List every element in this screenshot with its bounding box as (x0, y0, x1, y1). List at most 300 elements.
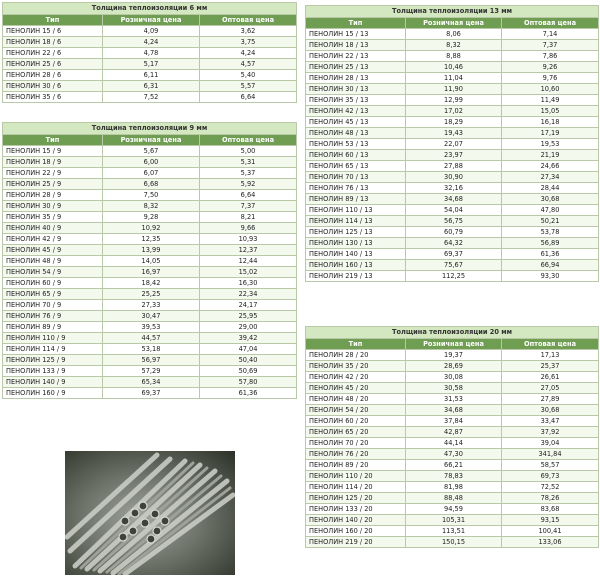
cell-type: ПЕНОЛИН 48 / 9 (3, 256, 103, 267)
table-row (3, 344, 297, 355)
cell-wholesale-price: 39,42 (200, 333, 297, 344)
cell-type: ПЕНОЛИН 219 / 20 (306, 537, 406, 548)
table-row (3, 366, 297, 377)
cell-retail-price: 12,35 (103, 234, 200, 245)
table-row (3, 37, 297, 48)
cell-wholesale-price: 6,64 (200, 190, 297, 201)
cell-wholesale-price: 7,37 (200, 201, 297, 212)
cell-type: ПЕНОЛИН 45 / 9 (3, 245, 103, 256)
cell-retail-price: 8,32 (406, 40, 502, 51)
table-row (3, 234, 297, 245)
cell-wholesale-price: 7,37 (502, 40, 599, 51)
cell-retail-price: 4,09 (103, 26, 200, 37)
cell-retail-price: 25,25 (103, 289, 200, 300)
cell-retail-price: 69,37 (406, 249, 502, 260)
cell-type: ПЕНОЛИН 219 / 13 (306, 271, 406, 282)
table-row (306, 117, 599, 128)
cell-type: ПЕНОЛИН 140 / 13 (306, 249, 406, 260)
cell-retail-price: 6,00 (103, 157, 200, 168)
cell-retail-price: 13,99 (103, 245, 200, 256)
cell-retail-price: 113,51 (406, 526, 502, 537)
table-row (306, 449, 599, 460)
cell-retail-price: 10,46 (406, 62, 502, 73)
cell-wholesale-price: 61,36 (200, 388, 297, 399)
table-row (3, 300, 297, 311)
table-row (3, 377, 297, 388)
cell-type: ПЕНОЛИН 15 / 13 (306, 29, 406, 40)
cell-type: ПЕНОЛИН 140 / 20 (306, 515, 406, 526)
cell-retail-price: 37,84 (406, 416, 502, 427)
cell-wholesale-price: 93,15 (502, 515, 599, 526)
table-row (3, 48, 297, 59)
cell-type: ПЕНОЛИН 30 / 13 (306, 84, 406, 95)
cell-type: ПЕНОЛИН 114 / 20 (306, 482, 406, 493)
column-header-retail: Розничная цена (406, 18, 502, 29)
cell-wholesale-price: 47,04 (200, 344, 297, 355)
cell-wholesale-price: 24,66 (502, 161, 599, 172)
cell-retail-price: 6,68 (103, 179, 200, 190)
cell-retail-price: 53,18 (103, 344, 200, 355)
cell-wholesale-price: 7,86 (502, 51, 599, 62)
cell-type: ПЕНОЛИН 42 / 13 (306, 106, 406, 117)
cell-type: ПЕНОЛИН 130 / 13 (306, 238, 406, 249)
cell-retail-price: 44,57 (103, 333, 200, 344)
cell-retail-price: 22,07 (406, 139, 502, 150)
cell-wholesale-price: 5,57 (200, 81, 297, 92)
cell-type: ПЕНОЛИН 18 / 13 (306, 40, 406, 51)
table-row (3, 223, 297, 234)
cell-wholesale-price: 24,17 (200, 300, 297, 311)
cell-type: ПЕНОЛИН 114 / 13 (306, 216, 406, 227)
table-row (3, 26, 297, 37)
cell-retail-price: 16,97 (103, 267, 200, 278)
cell-wholesale-price: 9,66 (200, 223, 297, 234)
table-caption: Толщина теплоизоляции 13 мм (306, 6, 599, 18)
cell-type: ПЕНОЛИН 60 / 13 (306, 150, 406, 161)
cell-wholesale-price: 39,04 (502, 438, 599, 449)
cell-type: ПЕНОЛИН 76 / 13 (306, 183, 406, 194)
cell-wholesale-price: 5,92 (200, 179, 297, 190)
column-header-wholesale: Оптовая цена (200, 135, 297, 146)
table-row (3, 278, 297, 289)
table-row (306, 205, 599, 216)
cell-retail-price: 9,28 (103, 212, 200, 223)
cell-retail-price: 8,32 (103, 201, 200, 212)
column-header-retail: Розничная цена (406, 339, 502, 350)
cell-retail-price: 81,98 (406, 482, 502, 493)
cell-type: ПЕНОЛИН 160 / 20 (306, 526, 406, 537)
cell-retail-price: 17,02 (406, 106, 502, 117)
column-header-type: Тип (3, 15, 103, 26)
cell-wholesale-price: 66,94 (502, 260, 599, 271)
cell-type: ПЕНОЛИН 70 / 20 (306, 438, 406, 449)
cell-wholesale-price: 56,89 (502, 238, 599, 249)
cell-wholesale-price: 4,57 (200, 59, 297, 70)
table-row (306, 515, 599, 526)
cell-retail-price: 69,37 (103, 388, 200, 399)
table-row (3, 168, 297, 179)
cell-retail-price: 65,34 (103, 377, 200, 388)
cell-wholesale-price: 5,37 (200, 168, 297, 179)
table-row (306, 161, 599, 172)
cell-wholesale-price: 5,40 (200, 70, 297, 81)
cell-type: ПЕНОЛИН 89 / 13 (306, 194, 406, 205)
table-row (306, 526, 599, 537)
cell-retail-price: 10,92 (103, 223, 200, 234)
table-row (306, 139, 599, 150)
cell-wholesale-price: 3,75 (200, 37, 297, 48)
cell-retail-price: 30,47 (103, 311, 200, 322)
cell-wholesale-price: 33,47 (502, 416, 599, 427)
cell-wholesale-price: 26,61 (502, 372, 599, 383)
table-row (306, 128, 599, 139)
cell-retail-price: 27,88 (406, 161, 502, 172)
cell-wholesale-price: 25,95 (200, 311, 297, 322)
cell-wholesale-price: 8,21 (200, 212, 297, 223)
cell-type: ПЕНОЛИН 133 / 9 (3, 366, 103, 377)
cell-retail-price: 18,29 (406, 117, 502, 128)
table-row (306, 361, 599, 372)
cell-retail-price: 34,68 (406, 405, 502, 416)
cell-retail-price: 19,43 (406, 128, 502, 139)
cell-type: ПЕНОЛИН 89 / 9 (3, 322, 103, 333)
cell-retail-price: 14,05 (103, 256, 200, 267)
cell-retail-price: 78,83 (406, 471, 502, 482)
cell-type: ПЕНОЛИН 25 / 9 (3, 179, 103, 190)
cell-wholesale-price: 5,00 (200, 146, 297, 157)
cell-type: ПЕНОЛИН 65 / 9 (3, 289, 103, 300)
cell-wholesale-price: 50,69 (200, 366, 297, 377)
cell-wholesale-price: 16,18 (502, 117, 599, 128)
cell-retail-price: 4,78 (103, 48, 200, 59)
cell-retail-price: 31,53 (406, 394, 502, 405)
cell-retail-price: 6,11 (103, 70, 200, 81)
cell-type: ПЕНОЛИН 140 / 9 (3, 377, 103, 388)
tubes-icon (65, 451, 235, 575)
cell-type: ПЕНОЛИН 35 / 9 (3, 212, 103, 223)
cell-type: ПЕНОЛИН 28 / 20 (306, 350, 406, 361)
cell-type: ПЕНОЛИН 65 / 13 (306, 161, 406, 172)
table-row (3, 190, 297, 201)
table-row (3, 201, 297, 212)
cell-wholesale-price: 5,31 (200, 157, 297, 168)
cell-retail-price: 4,24 (103, 37, 200, 48)
table-row (306, 405, 599, 416)
cell-wholesale-price: 16,30 (200, 278, 297, 289)
price-table-20mm (305, 326, 599, 548)
cell-wholesale-price: 11,49 (502, 95, 599, 106)
cell-retail-price: 39,53 (103, 322, 200, 333)
cell-wholesale-price: 15,05 (502, 106, 599, 117)
table-caption: Толщина теплоизоляции 6 мм (3, 3, 297, 15)
cell-wholesale-price: 133,06 (502, 537, 599, 548)
table-row (306, 471, 599, 482)
table-row (3, 146, 297, 157)
cell-wholesale-price: 93,30 (502, 271, 599, 282)
table-row (306, 216, 599, 227)
cell-retail-price: 23,97 (406, 150, 502, 161)
cell-retail-price: 5,17 (103, 59, 200, 70)
table-row (306, 194, 599, 205)
cell-retail-price: 105,31 (406, 515, 502, 526)
table-row (306, 383, 599, 394)
cell-type: ПЕНОЛИН 25 / 6 (3, 59, 103, 70)
column-header-type: Тип (306, 339, 406, 350)
cell-wholesale-price: 78,26 (502, 493, 599, 504)
cell-type: ПЕНОЛИН 48 / 13 (306, 128, 406, 139)
cell-wholesale-price: 12,37 (200, 245, 297, 256)
cell-retail-price: 30,08 (406, 372, 502, 383)
cell-retail-price: 27,33 (103, 300, 200, 311)
cell-wholesale-price: 27,34 (502, 172, 599, 183)
column-header-retail: Розничная цена (103, 135, 200, 146)
cell-wholesale-price: 69,73 (502, 471, 599, 482)
table-row (306, 271, 599, 282)
table-row (306, 51, 599, 62)
cell-type: ПЕНОЛИН 35 / 6 (3, 92, 103, 103)
cell-type: ПЕНОЛИН 48 / 20 (306, 394, 406, 405)
cell-type: ПЕНОЛИН 35 / 13 (306, 95, 406, 106)
cell-wholesale-price: 50,40 (200, 355, 297, 366)
cell-wholesale-price: 28,44 (502, 183, 599, 194)
cell-wholesale-price: 27,05 (502, 383, 599, 394)
cell-retail-price: 56,97 (103, 355, 200, 366)
cell-wholesale-price: 10,60 (502, 84, 599, 95)
table-row (306, 183, 599, 194)
cell-retail-price: 88,48 (406, 493, 502, 504)
table-row (306, 150, 599, 161)
table-row (3, 59, 297, 70)
cell-retail-price: 7,52 (103, 92, 200, 103)
cell-type: ПЕНОЛИН 22 / 9 (3, 168, 103, 179)
table-row (306, 227, 599, 238)
table-row (3, 311, 297, 322)
cell-retail-price: 6,07 (103, 168, 200, 179)
cell-wholesale-price: 30,68 (502, 194, 599, 205)
cell-wholesale-price: 17,19 (502, 128, 599, 139)
cell-wholesale-price: 37,92 (502, 427, 599, 438)
cell-type: ПЕНОЛИН 160 / 9 (3, 388, 103, 399)
cell-wholesale-price: 3,62 (200, 26, 297, 37)
cell-retail-price: 94,59 (406, 504, 502, 515)
cell-type: ПЕНОЛИН 70 / 9 (3, 300, 103, 311)
cell-wholesale-price: 58,57 (502, 460, 599, 471)
cell-wholesale-price: 341,84 (502, 449, 599, 460)
table-row (306, 84, 599, 95)
cell-wholesale-price: 72,52 (502, 482, 599, 493)
table-row (306, 438, 599, 449)
cell-retail-price: 30,90 (406, 172, 502, 183)
table-row (3, 212, 297, 223)
cell-type: ПЕНОЛИН 28 / 9 (3, 190, 103, 201)
cell-wholesale-price: 30,68 (502, 405, 599, 416)
column-header-type: Тип (3, 135, 103, 146)
cell-type: ПЕНОЛИН 30 / 6 (3, 81, 103, 92)
price-table-13mm (305, 5, 599, 282)
table-row (306, 249, 599, 260)
cell-retail-price: 75,67 (406, 260, 502, 271)
cell-type: ПЕНОЛИН 25 / 13 (306, 62, 406, 73)
cell-retail-price: 54,04 (406, 205, 502, 216)
column-header-wholesale: Оптовая цена (200, 15, 297, 26)
cell-type: ПЕНОЛИН 125 / 20 (306, 493, 406, 504)
cell-wholesale-price: 25,37 (502, 361, 599, 372)
table-row (306, 482, 599, 493)
table-row (306, 106, 599, 117)
table-row (3, 355, 297, 366)
cell-wholesale-price: 10,93 (200, 234, 297, 245)
cell-retail-price: 5,67 (103, 146, 200, 157)
cell-wholesale-price: 47,80 (502, 205, 599, 216)
cell-type: ПЕНОЛИН 114 / 9 (3, 344, 103, 355)
cell-type: ПЕНОЛИН 15 / 6 (3, 26, 103, 37)
cell-type: ПЕНОЛИН 18 / 6 (3, 37, 103, 48)
table-row (3, 70, 297, 81)
cell-type: ПЕНОЛИН 89 / 20 (306, 460, 406, 471)
cell-retail-price: 6,31 (103, 81, 200, 92)
cell-retail-price: 8,06 (406, 29, 502, 40)
cell-type: ПЕНОЛИН 45 / 13 (306, 117, 406, 128)
table-row (306, 73, 599, 84)
table-row (3, 289, 297, 300)
cell-wholesale-price: 7,14 (502, 29, 599, 40)
cell-type: ПЕНОЛИН 28 / 6 (3, 70, 103, 81)
cell-retail-price: 66,21 (406, 460, 502, 471)
table-row (306, 172, 599, 183)
cell-retail-price: 11,90 (406, 84, 502, 95)
cell-wholesale-price: 9,26 (502, 62, 599, 73)
column-header-retail: Розничная цена (103, 15, 200, 26)
cell-type: ПЕНОЛИН 30 / 9 (3, 201, 103, 212)
cell-type: ПЕНОЛИН 35 / 20 (306, 361, 406, 372)
table-row (3, 157, 297, 168)
cell-wholesale-price: 19,53 (502, 139, 599, 150)
cell-wholesale-price: 83,68 (502, 504, 599, 515)
cell-type: ПЕНОЛИН 18 / 9 (3, 157, 103, 168)
table-row (3, 92, 297, 103)
cell-retail-price: 57,29 (103, 366, 200, 377)
column-header-type: Тип (306, 18, 406, 29)
table-row (3, 388, 297, 399)
table-row (306, 260, 599, 271)
cell-wholesale-price: 9,76 (502, 73, 599, 84)
cell-type: ПЕНОЛИН 42 / 20 (306, 372, 406, 383)
cell-type: ПЕНОЛИН 42 / 9 (3, 234, 103, 245)
table-row (306, 372, 599, 383)
table-row (3, 81, 297, 92)
table-row (306, 537, 599, 548)
cell-type: ПЕНОЛИН 54 / 9 (3, 267, 103, 278)
table-row (306, 394, 599, 405)
cell-retail-price: 12,99 (406, 95, 502, 106)
cell-type: ПЕНОЛИН 110 / 13 (306, 205, 406, 216)
table-row (306, 427, 599, 438)
table-row (306, 460, 599, 471)
cell-retail-price: 7,50 (103, 190, 200, 201)
cell-wholesale-price: 100,41 (502, 526, 599, 537)
cell-type: ПЕНОЛИН 76 / 20 (306, 449, 406, 460)
table-row (3, 322, 297, 333)
cell-type: ПЕНОЛИН 70 / 13 (306, 172, 406, 183)
table-row (306, 238, 599, 249)
cell-retail-price: 28,69 (406, 361, 502, 372)
table-row (306, 493, 599, 504)
cell-type: ПЕНОЛИН 60 / 20 (306, 416, 406, 427)
cell-type: ПЕНОЛИН 160 / 13 (306, 260, 406, 271)
table-row (306, 95, 599, 106)
cell-wholesale-price: 29,00 (200, 322, 297, 333)
cell-type: ПЕНОЛИН 22 / 6 (3, 48, 103, 59)
column-header-wholesale: Оптовая цена (502, 339, 599, 350)
cell-wholesale-price: 12,44 (200, 256, 297, 267)
cell-type: ПЕНОЛИН 15 / 9 (3, 146, 103, 157)
table-row (3, 333, 297, 344)
cell-type: ПЕНОЛИН 28 / 13 (306, 73, 406, 84)
cell-type: ПЕНОЛИН 76 / 9 (3, 311, 103, 322)
cell-retail-price: 19,37 (406, 350, 502, 361)
table-row (306, 504, 599, 515)
table-row (3, 245, 297, 256)
table-row (3, 267, 297, 278)
table-row (3, 256, 297, 267)
cell-retail-price: 56,75 (406, 216, 502, 227)
cell-wholesale-price: 4,24 (200, 48, 297, 59)
cell-retail-price: 44,14 (406, 438, 502, 449)
cell-retail-price: 11,04 (406, 73, 502, 84)
table-row (306, 29, 599, 40)
table-row (306, 40, 599, 51)
cell-wholesale-price: 61,36 (502, 249, 599, 260)
price-table-9mm (2, 122, 297, 399)
table-row (306, 416, 599, 427)
cell-retail-price: 47,30 (406, 449, 502, 460)
cell-type: ПЕНОЛИН 125 / 9 (3, 355, 103, 366)
cell-retail-price: 8,88 (406, 51, 502, 62)
cell-retail-price: 64,32 (406, 238, 502, 249)
cell-wholesale-price: 17,13 (502, 350, 599, 361)
table-row (3, 179, 297, 190)
cell-wholesale-price: 22,34 (200, 289, 297, 300)
cell-type: ПЕНОЛИН 133 / 20 (306, 504, 406, 515)
table-row (306, 62, 599, 73)
cell-type: ПЕНОЛИН 60 / 9 (3, 278, 103, 289)
insulation-tubes-photo (65, 451, 235, 575)
cell-retail-price: 34,68 (406, 194, 502, 205)
cell-type: ПЕНОЛИН 45 / 20 (306, 383, 406, 394)
cell-wholesale-price: 50,21 (502, 216, 599, 227)
cell-wholesale-price: 27,89 (502, 394, 599, 405)
table-row (306, 350, 599, 361)
cell-wholesale-price: 57,80 (200, 377, 297, 388)
cell-retail-price: 32,16 (406, 183, 502, 194)
cell-retail-price: 18,42 (103, 278, 200, 289)
cell-retail-price: 30,58 (406, 383, 502, 394)
cell-retail-price: 60,79 (406, 227, 502, 238)
price-table-6mm (2, 2, 297, 103)
cell-wholesale-price: 53,78 (502, 227, 599, 238)
column-header-wholesale: Оптовая цена (502, 18, 599, 29)
cell-type: ПЕНОЛИН 125 / 13 (306, 227, 406, 238)
table-caption: Толщина теплоизоляции 20 мм (306, 327, 599, 339)
table-caption: Толщина теплоизоляции 9 мм (3, 123, 297, 135)
cell-retail-price: 42,87 (406, 427, 502, 438)
cell-type: ПЕНОЛИН 54 / 20 (306, 405, 406, 416)
cell-type: ПЕНОЛИН 65 / 20 (306, 427, 406, 438)
cell-wholesale-price: 15,02 (200, 267, 297, 278)
cell-type: ПЕНОЛИН 53 / 13 (306, 139, 406, 150)
cell-type: ПЕНОЛИН 40 / 9 (3, 223, 103, 234)
cell-retail-price: 150,15 (406, 537, 502, 548)
